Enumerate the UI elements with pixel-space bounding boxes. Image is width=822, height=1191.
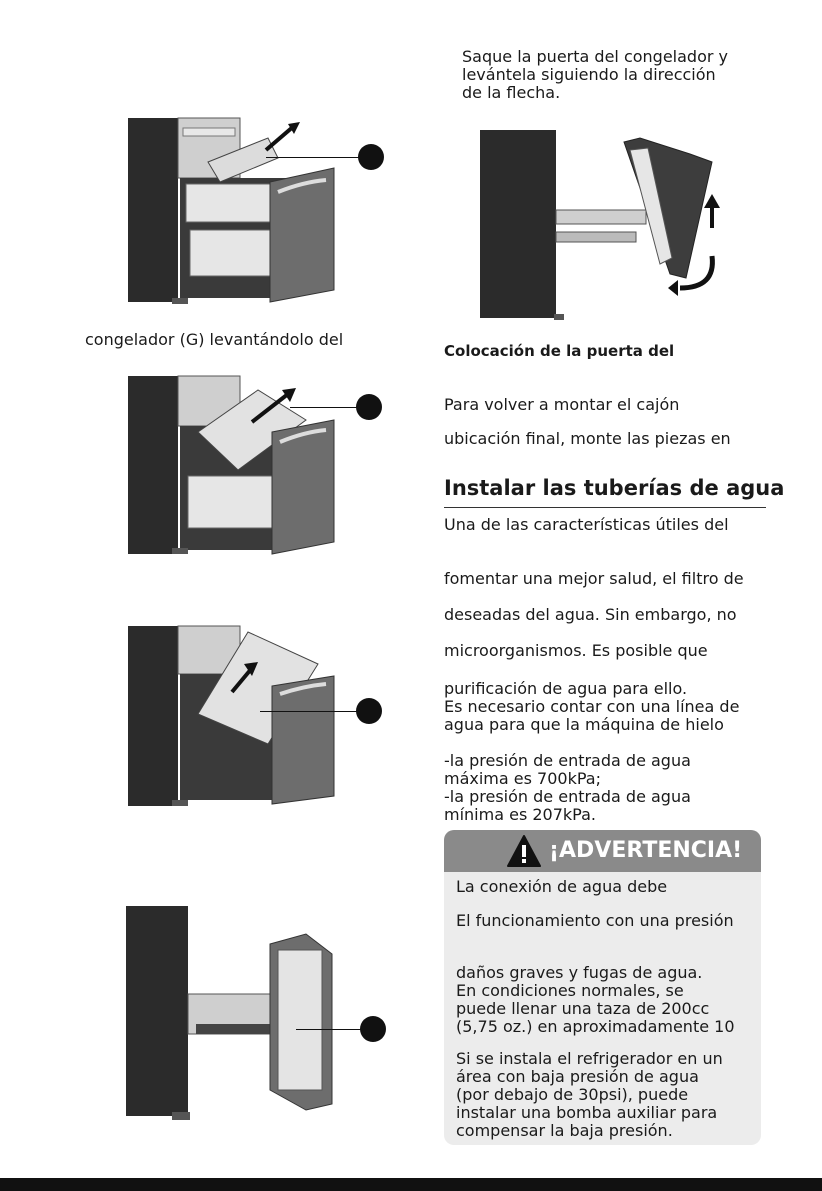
figure-drawer-removal-1 bbox=[128, 112, 388, 312]
figure-drawer-removal-3 bbox=[128, 624, 388, 810]
water-text-5: purificación de agua para ello. Es necesario contar con una línea de agua para que la máquina de hielo bbox=[444, 679, 740, 734]
warning-text-2: El funcionamiento con una presión bbox=[456, 911, 734, 930]
figure-drawer-removal-2 bbox=[128, 372, 388, 558]
callout-marker-2 bbox=[356, 394, 382, 420]
figure-freezer-door-removal bbox=[126, 904, 336, 1126]
callout-marker-3 bbox=[356, 698, 382, 724]
title-underline bbox=[444, 507, 766, 508]
instruction-remove-freezer-door: Saque la puerta del congelador y levántela siguiendo la dirección de la flecha. bbox=[462, 47, 728, 102]
pressure-requirements: -la presión de entrada de agua máxima es 700kPa; -la presión de entrada de agua mínima es 207kPa. bbox=[444, 751, 691, 824]
callout-marker-1 bbox=[358, 144, 384, 170]
reinstall-text-1: Para volver a montar el cajón bbox=[444, 395, 680, 414]
warning-title: ¡ADVERTENCIA! bbox=[549, 838, 743, 863]
callout-marker-4 bbox=[360, 1016, 386, 1042]
caption-freezer-lift: congelador (G) levantándolo del bbox=[85, 330, 344, 349]
page-bottom-bar bbox=[0, 1178, 822, 1191]
warning-text-3: daños graves y fugas de agua. En condiciones normales, se puede llenar una taza de 200cc (5,75 oz.) en aproximadamente 10 bbox=[456, 963, 735, 1036]
warning-box bbox=[444, 830, 761, 1145]
water-text-2: fomentar una mejor salud, el filtro de bbox=[444, 569, 744, 588]
water-text-1: Una de las características útiles del bbox=[444, 515, 729, 534]
water-text-3: deseadas del agua. Sin embargo, no bbox=[444, 605, 737, 624]
warning-text-1: La conexión de agua debe bbox=[456, 877, 668, 896]
warning-triangle-icon bbox=[506, 834, 542, 868]
callout-line-4 bbox=[296, 1029, 370, 1030]
water-text-4: microorganismos. Es posible que bbox=[444, 641, 708, 660]
warning-header bbox=[444, 830, 761, 872]
section-heading-door-placement: Colocación de la puerta del bbox=[444, 342, 675, 360]
warning-text-4: Si se instala el refrigerador en un área con baja presión de agua (por debajo de 30psi), puede instalar una bomba auxiliar para compensar la baja presión. bbox=[456, 1049, 723, 1140]
callout-line-1 bbox=[266, 157, 370, 158]
figure-door-lift-direction bbox=[480, 128, 730, 324]
callout-line-3 bbox=[260, 711, 370, 712]
reinstall-text-2: ubicación final, monte las piezas en bbox=[444, 429, 731, 448]
water-section-title: Instalar las tuberías de agua bbox=[444, 476, 785, 500]
